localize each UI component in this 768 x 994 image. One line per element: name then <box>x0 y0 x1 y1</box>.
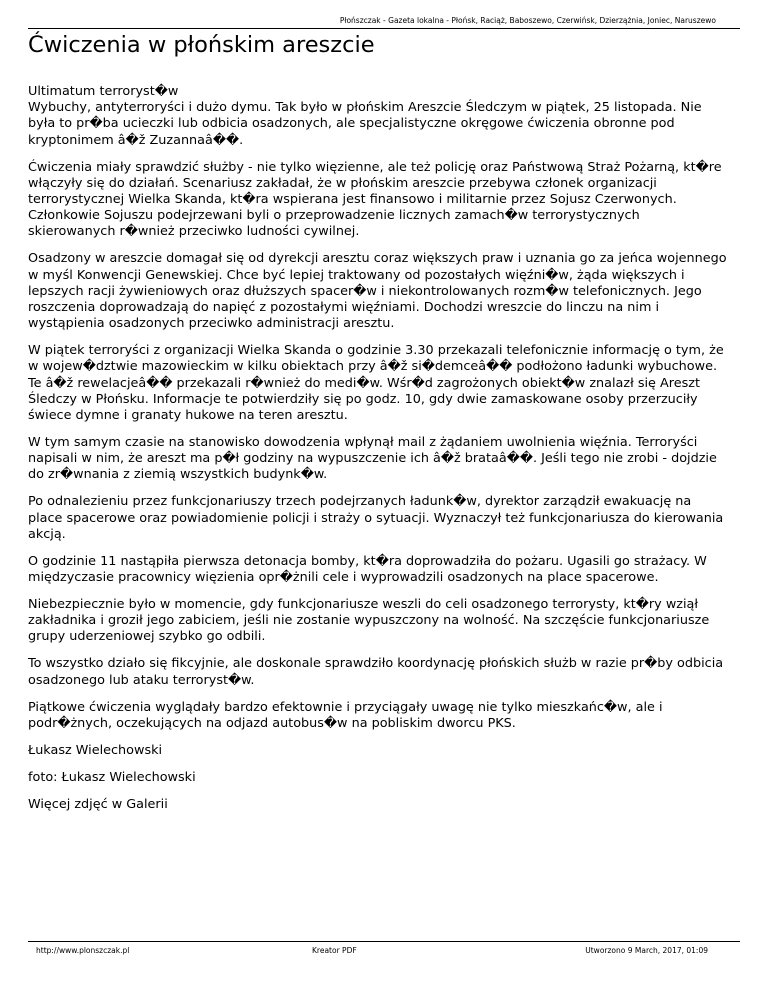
article-paragraph: Po odnalezieniu przez funkcjonariuszy trzech podejrzanych ładunk�w, dyrektor zarządził ewakuację na place spacerowe oraz powiadomienie policji i straży o sytuacji. Wyznaczył też funkcjonariusza do kierowania akcją. <box>28 494 724 542</box>
article-title: Ćwiczenia w płońskim areszcie <box>28 32 375 58</box>
article-subtitle: Ultimatum terroryst�w <box>28 84 179 99</box>
author-name: Łukasz Wielechowski <box>28 742 163 758</box>
footer-divider <box>28 941 740 942</box>
page-header: Płońszczak - Gazeta lokalna - Płońsk, Raciąż, Baboszewo, Czerwińsk, Dzierzążnia, Joniec, Naruszewo <box>339 16 716 25</box>
article-paragraph: Piątkowe ćwiczenia wyglądały bardzo efektownie i przyciągały uwagę nie tylko mieszkańc�w, ale i podr�żnych, oczekujących na odjazd autobus�w na pobliskim dworcu PKS. <box>28 699 663 731</box>
article-paragraph: Osadzony w areszcie domagał się od dyrekcji aresztu coraz większych praw i uznania go za jeńca wojennego w myśl Konwencji Genewskiej. Chce być lepiej traktowany od pozostałych więźni�w, żąda większych i lepszych racji żywieniowych oraz dłuższych spacer�w i niekontrolowanych rozm�w telefonicznych. Jego roszczenia doprowadzają do napięć z pozostałymi więźniami. Dochodzi wreszcie do linczu na nim i wystąpienia osadzonych przeciwko administracji aresztu. <box>28 251 727 332</box>
article-paragraph: Ćwiczenia miały sprawdzić służby - nie tylko więzienne, ale też policję oraz Państwową Straż Pożarną, kt�re włączyły się do działań. Scenariusz zakładał, że w płońskim areszcie przebywa członek organizacji terrorystycznej Wielka Skanda, kt�ra wspierana jest finansowo i militarnie przez Sojusz Czerwonych. Członkowie Sojuszu podejrzewani byli o przeprowadzenie licznych zamach�w terrorystycznych skierowanych r�wnież przeciwko ludności cywilnej. <box>28 159 722 240</box>
header-divider <box>28 28 740 29</box>
article-paragraph: Wybuchy, antyterroryści i dużo dymu. Tak było w płońskim Areszcie Śledczym w piątek, 25 listopada. Nie była to pr�ba ucieczki lub odbicia osadzonych, ale specjalistyczne okręgowe ćwiczenia obronne pod kryptonimem â�ž Zuzannaâ��. <box>28 100 702 148</box>
photo-credit: foto: Łukasz Wielechowski <box>28 769 196 785</box>
footer-url: http://www.plonszczak.pl <box>36 946 130 955</box>
article-paragraph: Niebezpiecznie było w momencie, gdy funkcjonariusze weszli do celi osadzonego terrorysty, kt�ry wziął zakładnika i groził jego zabiciem, jeśli nie zostanie wypuszczony na wolność. Na szczęście funkcjonariusze grupy uderzeniowej szybko go odbili. <box>28 597 710 645</box>
footer-generator: Kreator PDF <box>312 946 357 955</box>
article-paragraph: W piątek terroryści z organizacji Wielka Skanda o godzinie 3.30 przekazali telefonicznie informację o tym, że w wojew�dztwie mazowieckim w kilku obiektach przy â�ž si�demceâ�� podłożono ładunki wybuchowe. Te â�ž rewelacjeâ�� przekazali r�wnież do medi�w. Wśr�d zagrożonych obiekt�w znalazł się Areszt Śledczy w Płońsku. Informacje te potwierdziły się po godz. 10, gdy dwie zamaskowane osoby przerzuciły świece dymne i granaty hukowe na teren aresztu. <box>28 343 724 424</box>
gallery-link: Więcej zdjęć w Galerii <box>28 796 168 812</box>
article-paragraph: O godzinie 11 nastąpiła pierwsza detonacja bomby, kt�ra doprowadziła do pożaru. Ugasili go strażacy. W międzyczasie pracownicy więzienia opr�żnili cele i wyprowadzili osadzonych na place spacerowe. <box>28 553 707 586</box>
footer-created-date: Utworzono 9 March, 2017, 01:09 <box>585 946 708 955</box>
article-paragraph: W tym samym czasie na stanowisko dowodzenia wpłynął mail z żądaniem uwolnienia więźnia. Terroryści napisali w nim, że areszt ma p�ł godziny na wypuszczenie ich â�ž brataâ��. Jeśli tego nie zrobi - dojdzie do zr�wnania z ziemią wszystkich budynk�w. <box>28 435 717 483</box>
article-paragraph: To wszystko działo się fikcyjnie, ale doskonale sprawdziło koordynację płońskich służb w razie pr�by odbicia osadzonego lub ataku terroryst�w. <box>28 656 724 688</box>
article-body <box>28 84 728 824</box>
